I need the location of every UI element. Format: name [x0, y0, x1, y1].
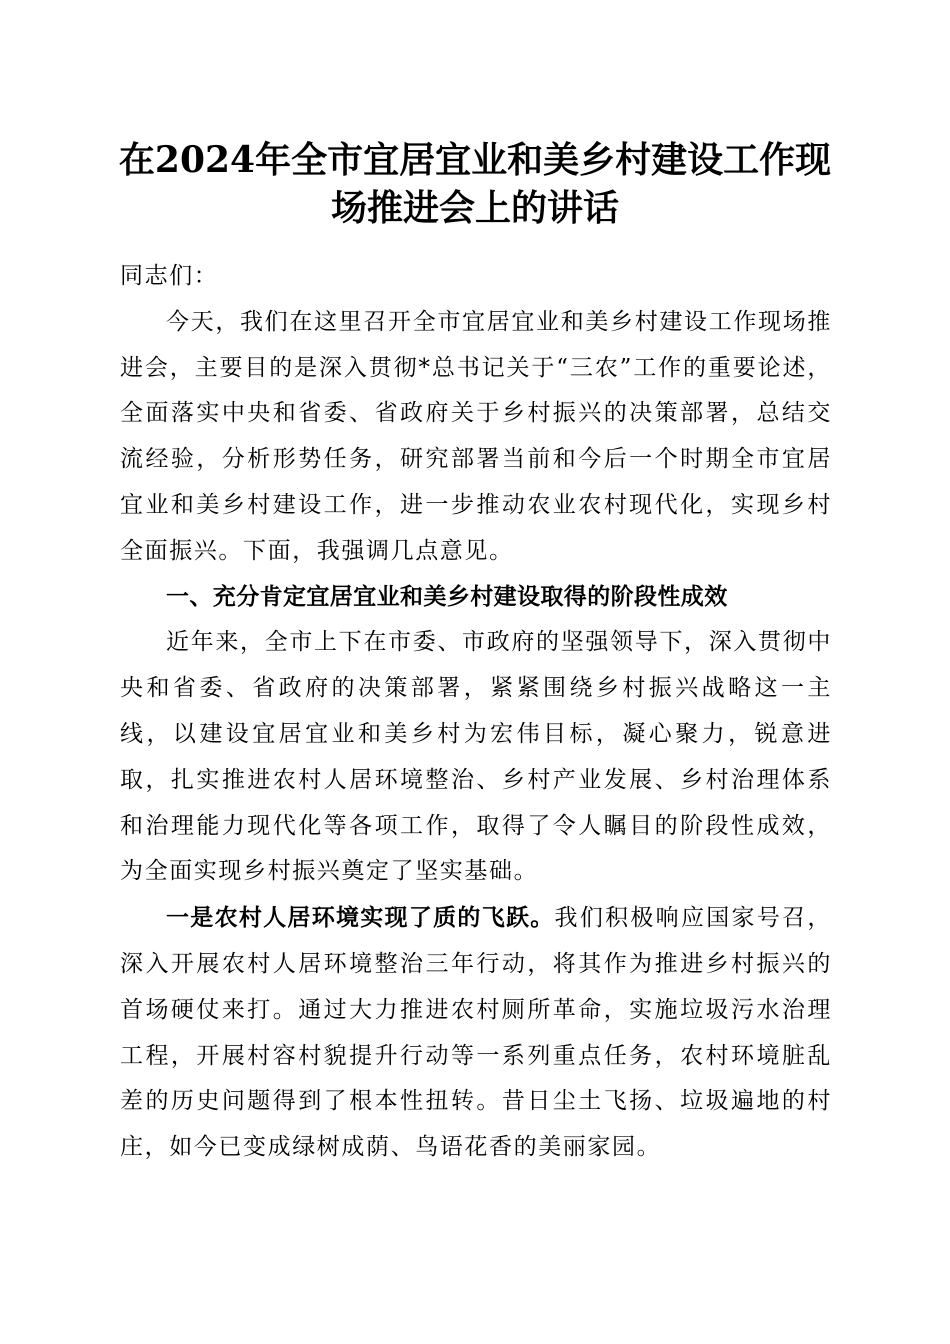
paragraph-point-1 — [120, 895, 832, 1171]
section-heading-1: 一、充分肯定宜居宜业和美乡村建设取得的阶段性成效 — [166, 583, 728, 610]
point-1-lead: 一是农村人居环境实现了质的飞跃。 — [166, 904, 555, 932]
document-body — [120, 254, 832, 1171]
point-1-text: 我们积极响应国家号召，深入开展农村人居环境整治三年行动，将其作为推进乡村振兴的首场硬仗来打。通过大力推进农村厕所革命，实施垃圾污水治理工程，开展村容村貌提升行动等一系列重点任务，农村环境脏乱差的历史问题得到了根本性扭转。昔日尘土飞扬、垃圾遍地的村庄，如今已变成绿树成荫、鸟语花香的美丽家园。 — [120, 905, 832, 1161]
paragraph-intro: 今天，我们在这里召开全市宜居宜业和美乡村建设工作现场推进会，主要目的是深入贯彻*总书记关于“三农”工作的重要论述，全面落实中央和省委、省政府关于乡村振兴的决策部署，总结交流经验，分析形势任务，研究部署当前和今后一个时期全市宜居宜业和美乡村建设工作，进一步推动农业农村现代化，实现乡村全面振兴。下面，我强调几点意见。 — [120, 308, 832, 564]
paragraph-achievements: 近年来，全市上下在市委、市政府的坚强领导下，深入贯彻中央和省委、省政府的决策部署，紧紧围绕乡村振兴战略这一主线，以建设宜居宜业和美乡村为宏伟目标，凝心聚力，锐意进取，扎实推进农村人居环境整治、乡村产业发展、乡村治理体系和治理能力现代化等各项工作，取得了令人瞩目的阶段性成效，为全面实现乡村振兴奠定了坚实基础。 — [120, 629, 832, 885]
title-line-1: 在2024年全市宜居宜业和美乡村建设工作现 — [118, 139, 832, 181]
greeting: 同志们： — [120, 263, 219, 289]
title-line-2: 场推进会上的讲话 — [330, 187, 619, 229]
document-title — [110, 136, 840, 232]
